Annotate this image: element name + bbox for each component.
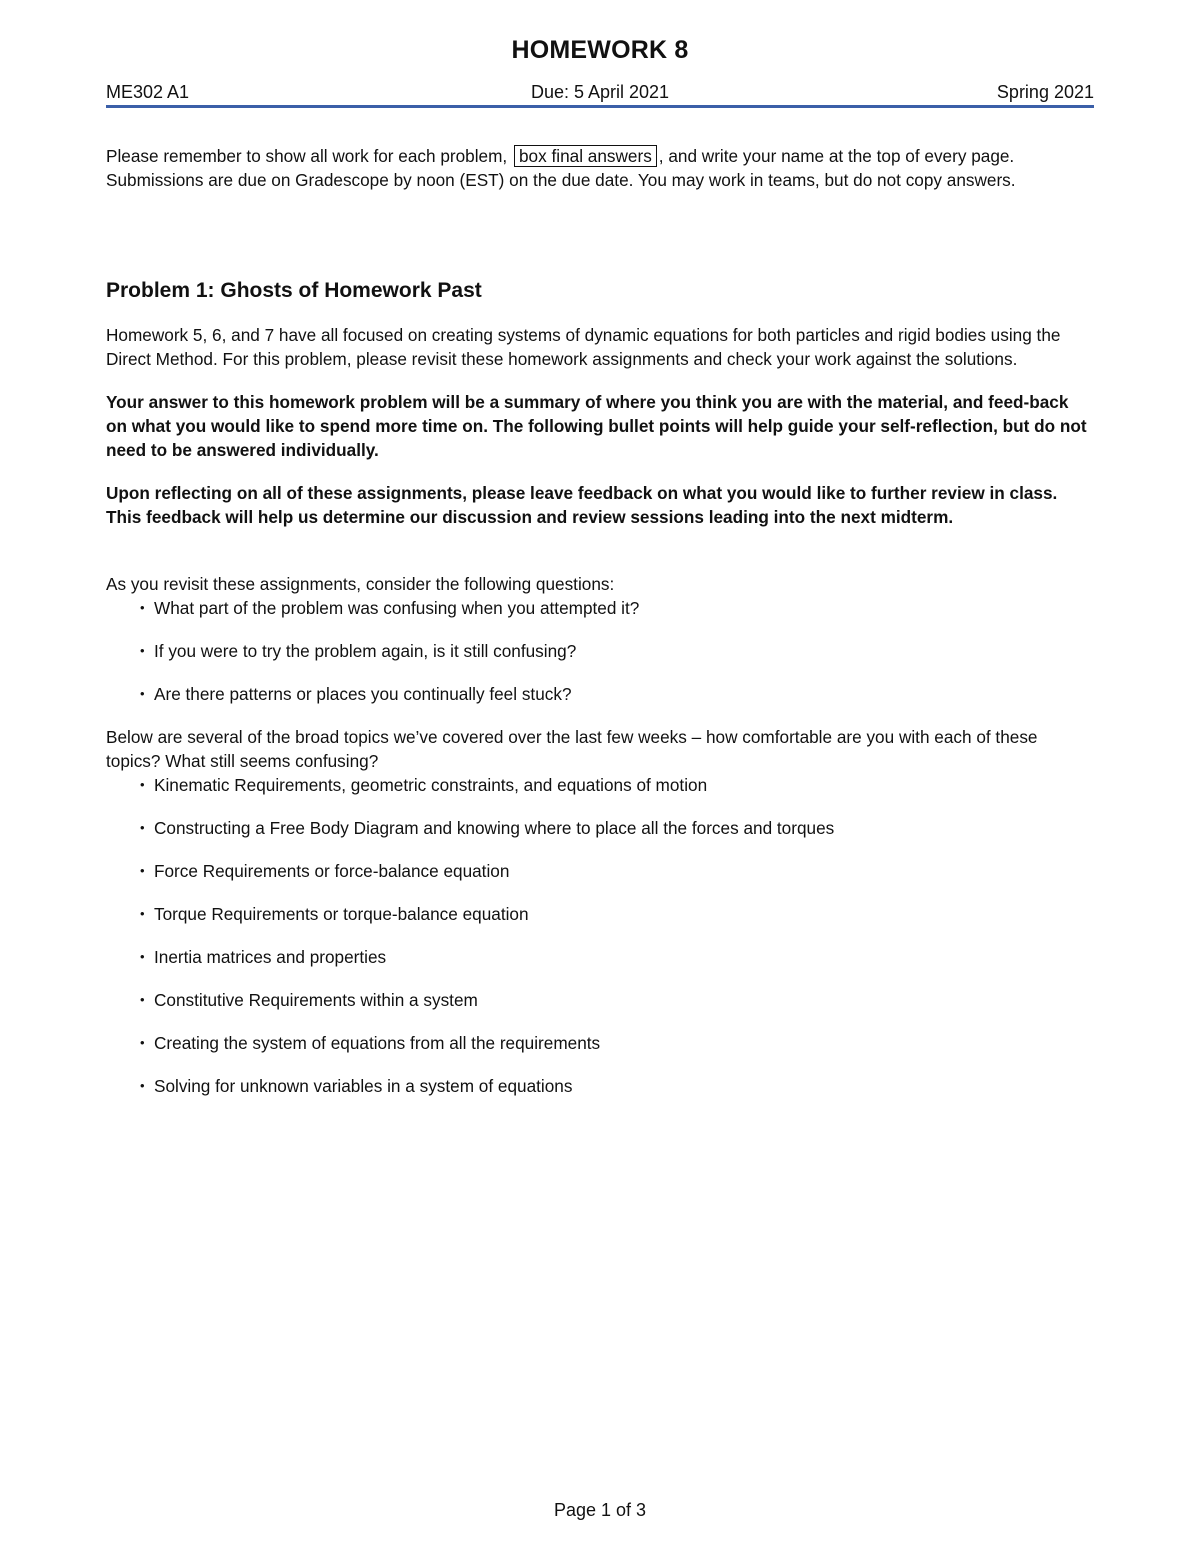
- term: Spring 2021: [996, 82, 1094, 102]
- bullet-icon: •: [140, 949, 145, 964]
- questions-intro: As you revisit these assignments, consider the following questions:: [106, 574, 615, 594]
- intro-text-before: Please remember to show all work for each problem,: [106, 146, 508, 166]
- problem-heading: Problem 1: Ghosts of Homework Past: [106, 279, 482, 302]
- bullet-icon: •: [140, 777, 145, 792]
- list-item: [130, 773, 1094, 797]
- list-item: [130, 1074, 1094, 1098]
- bullet-icon: •: [140, 600, 145, 615]
- list-item: [130, 816, 1094, 840]
- list-item: [130, 682, 1094, 706]
- topic-text: Inertia matrices and properties: [154, 947, 387, 967]
- document-title: HOMEWORK 8: [511, 36, 689, 64]
- topic-text: Kinematic Requirements, geometric constraints, and equations of motion: [154, 775, 708, 795]
- question-text: Are there patterns or places you continually feel stuck?: [154, 684, 572, 704]
- header-row: [106, 82, 1094, 106]
- topics-list: [106, 773, 1094, 1098]
- topics-intro: Below are several of the broad topics we’ve covered over the last few weeks – how comfortable are you with each of these topics? What still seems confusing?: [106, 727, 1038, 771]
- course-code: ME302 A1: [106, 82, 190, 102]
- questions-list: [106, 596, 1094, 706]
- list-item: [130, 1031, 1094, 1055]
- topic-text: Constructing a Free Body Diagram and knowing where to place all the forces and torques: [154, 818, 835, 838]
- page-number: Page 1 of 3: [553, 1500, 647, 1520]
- topic-text: Force Requirements or force-balance equation: [154, 861, 510, 881]
- topic-text: Torque Requirements or torque-balance equation: [154, 904, 529, 924]
- bullet-icon: •: [140, 863, 145, 878]
- list-item: [130, 945, 1094, 969]
- main-content: [106, 144, 1094, 1117]
- bullet-icon: •: [140, 1035, 145, 1050]
- question-text: If you were to try the problem again, is it still confusing?: [154, 641, 577, 661]
- topic-text: Solving for unknown variables in a system of equations: [154, 1076, 573, 1096]
- bullet-icon: •: [140, 906, 145, 921]
- bullet-icon: •: [140, 820, 145, 835]
- list-item: [130, 639, 1094, 663]
- intro-text-after: , and write your name at the top of every page. Submissions are due on Gradescope by noon (EST) on the due date. You may work in teams, but do not copy answers.: [106, 146, 1016, 190]
- list-item: [130, 596, 1094, 620]
- intro-paragraph: [106, 144, 1094, 192]
- list-item: [130, 988, 1094, 1012]
- due-date: Due: 5 April 2021: [530, 82, 670, 102]
- problem-description: Homework 5, 6, and 7 have all focused on creating systems of dynamic equations for both particles and rigid bodies using the Direct Method. For this problem, please revisit these homework assignments and check your work against the solutions.: [106, 325, 1061, 369]
- answer-instructions: Your answer to this homework problem will be a summary of where you think you are with the material, and feed-back on what you would like to spend more time on. The following bullet points will help guide your self-reflection, but do not need to be answered individually.: [106, 392, 1087, 460]
- boxed-phrase: box final answers: [514, 145, 657, 167]
- list-item: [130, 859, 1094, 883]
- header-divider: [106, 105, 1094, 108]
- question-text: What part of the problem was confusing when you attempted it?: [154, 598, 640, 618]
- topic-text: Creating the system of equations from all the requirements: [154, 1033, 601, 1053]
- topic-text: Constitutive Requirements within a system: [154, 990, 478, 1010]
- bullet-icon: •: [140, 643, 145, 658]
- bullet-icon: •: [140, 686, 145, 701]
- list-item: [130, 902, 1094, 926]
- bullet-icon: •: [140, 992, 145, 1007]
- bullet-icon: •: [140, 1078, 145, 1093]
- feedback-instructions: Upon reflecting on all of these assignments, please leave feedback on what you would like to further review in class. This feedback will help us determine our discussion and review sessions leading into the next midterm.: [106, 483, 1058, 527]
